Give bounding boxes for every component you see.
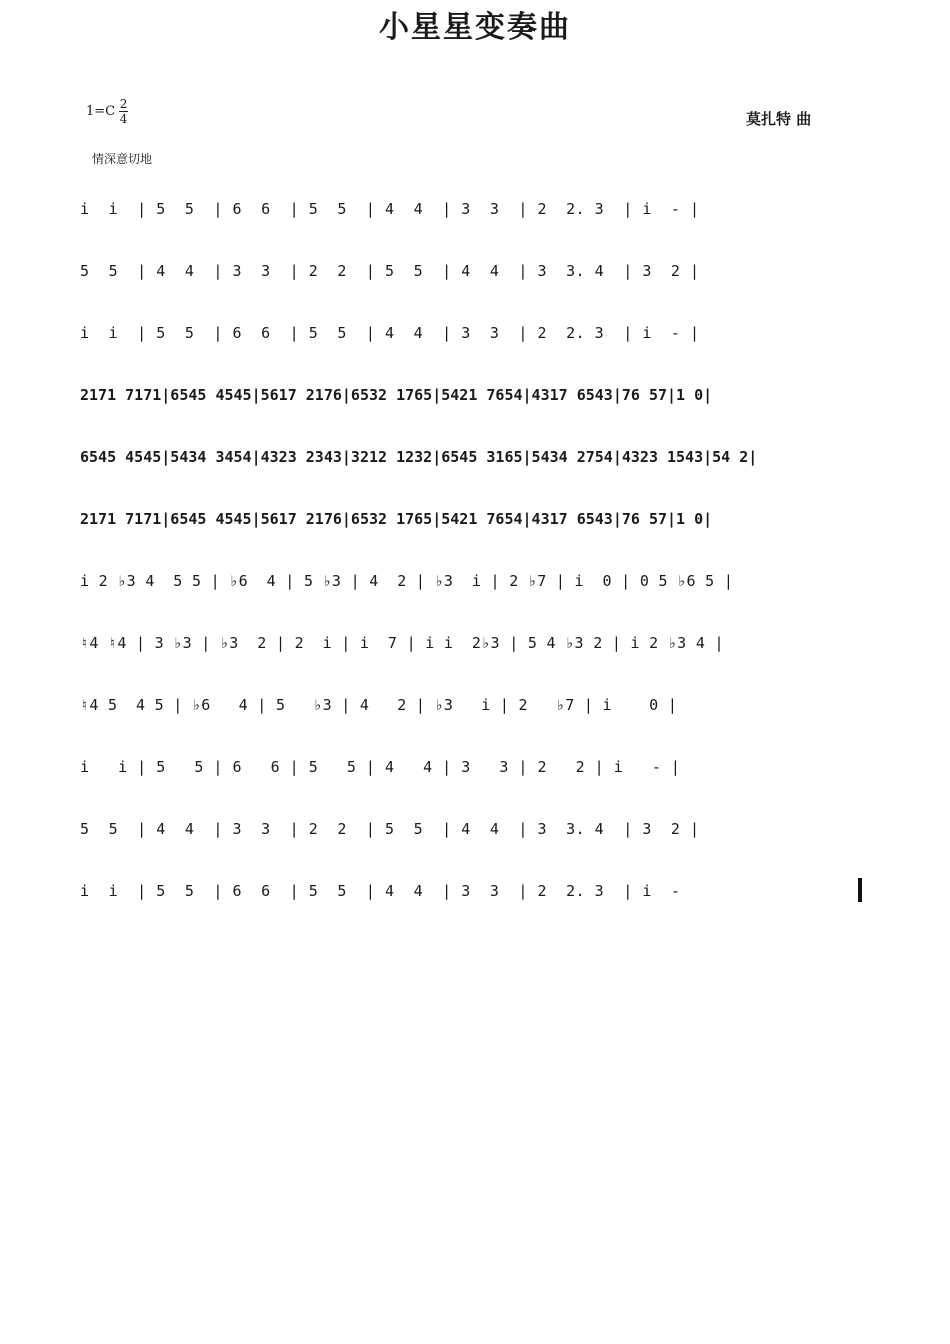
score-row bbox=[80, 798, 862, 860]
score-row-notes: i i | 5 5 | 6 6 | 5 5 | 4 4 | 3 3 | 2 2. 3 | i - | bbox=[80, 324, 700, 342]
score-row-notes: 5 5 | 4 4 | 3 3 | 2 2 | 5 5 | 4 4 | 3 3. 4 | 3 2 | bbox=[80, 820, 700, 838]
score-row-notes: i i | 5 5 | 6 6 | 5 5 | 4 4 | 3 3 | 2 2. 3 | i - bbox=[80, 882, 681, 900]
score-title: 小星星变奏曲 bbox=[379, 10, 571, 45]
score-row bbox=[80, 488, 862, 550]
score-row-notes: i 2 ♭3 4 5 5 | ♭6 4 | 5 ♭3 | 4 2 | ♭3 i | 2 ♭7 | i 0 | 0 5 ♭6 5 | bbox=[80, 572, 734, 590]
tempo-marking: 情深意切地 bbox=[92, 152, 153, 166]
final-barline bbox=[858, 878, 862, 902]
score-row bbox=[80, 364, 862, 426]
score-row bbox=[80, 612, 862, 674]
score-row-notes: 2171 7171|6545 4545|5617 2176|6532 1765|5421 7654|4317 6543|76 57|1 0| bbox=[80, 510, 713, 528]
score-row-notes: 2171 7171|6545 4545|5617 2176|6532 1765|5421 7654|4317 6543|76 57|1 0| bbox=[80, 386, 713, 404]
time-signature-bottom: 4 bbox=[119, 112, 128, 126]
score-row bbox=[80, 736, 862, 798]
score-row bbox=[80, 240, 862, 302]
score-row-notes: i i | 5 5 | 6 6 | 5 5 | 4 4 | 3 3 | 2 2. 3 | i - | bbox=[80, 200, 700, 218]
score-row-notes: ♮4 ♮4 | 3 ♭3 | ♭3 2 | 2 i | i 7 | i i 2♭3 | 5 4 ♭3 2 | i 2 ♭3 4 | bbox=[80, 634, 724, 652]
time-signature bbox=[119, 98, 128, 125]
score-row-notes: 5 5 | 4 4 | 3 3 | 2 2 | 5 5 | 4 4 | 3 3. 4 | 3 2 | bbox=[80, 262, 700, 280]
composer-credit: 莫扎特 曲 bbox=[746, 110, 812, 128]
score-body bbox=[80, 178, 862, 922]
score-row bbox=[80, 426, 862, 488]
score-row bbox=[80, 550, 862, 612]
score-row bbox=[80, 860, 862, 922]
score-row-notes: ♮4 5 4 5 | ♭6 4 | 5 ♭3 | 4 2 | ♭3 i | 2 ♭7 | i 0 | bbox=[80, 696, 678, 714]
score-row bbox=[80, 674, 862, 736]
time-signature-top: 2 bbox=[119, 97, 128, 111]
key-signature bbox=[86, 98, 128, 125]
score-row bbox=[80, 302, 862, 364]
score-row bbox=[80, 178, 862, 240]
score-row-notes: i i | 5 5 | 6 6 | 5 5 | 4 4 | 3 3 | 2 2 | i - | bbox=[80, 758, 681, 776]
key-label: 1=C bbox=[86, 104, 116, 119]
score-row-notes: 6545 4545|5434 3454|4323 2343|3212 1232|6545 3165|5434 2754|4323 1543|54 2| bbox=[80, 448, 758, 466]
